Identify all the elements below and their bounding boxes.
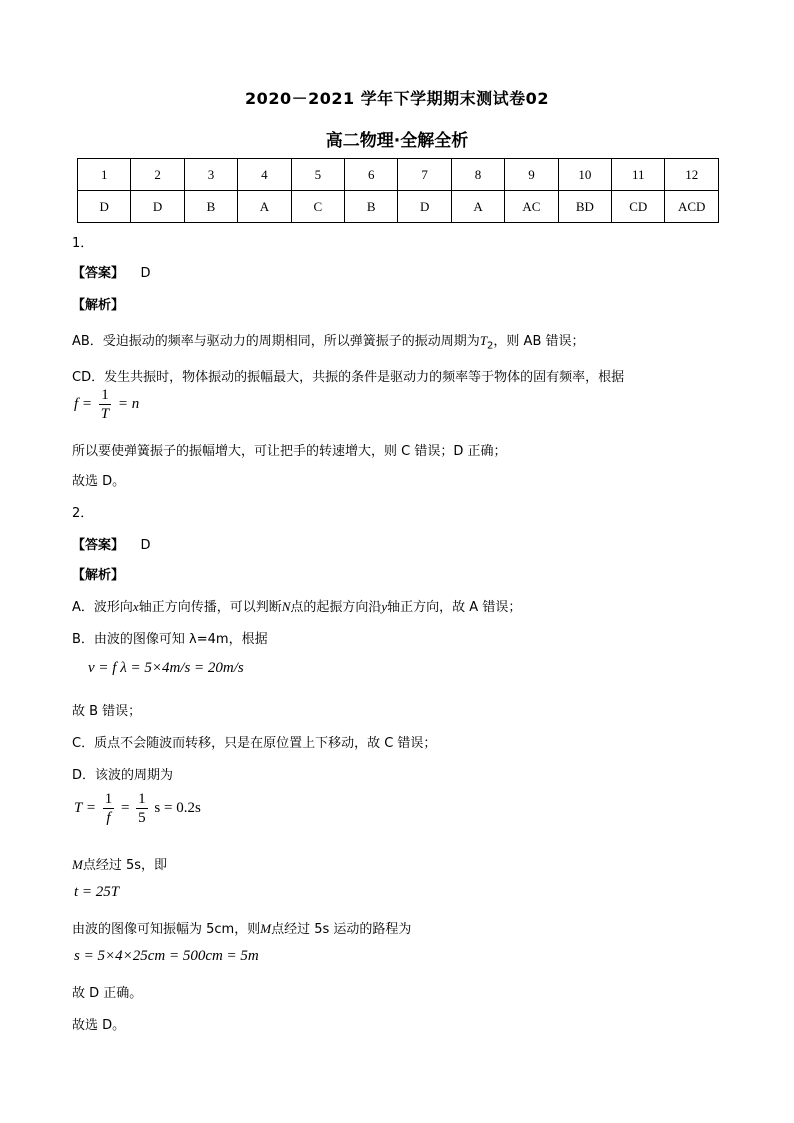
- q1-answer-line: [72, 262, 151, 281]
- q2-answer: D: [140, 538, 151, 553]
- answer-cell: D: [131, 191, 184, 223]
- question-number: 11: [612, 159, 665, 191]
- q1-ab-var: T: [479, 333, 488, 348]
- answer-key-table: [77, 158, 719, 223]
- eq-lhs: f =: [74, 395, 93, 412]
- answer-cell: BD: [558, 191, 611, 223]
- q1-answer: D: [140, 266, 151, 281]
- eq-lhs: T =: [74, 799, 96, 816]
- answer-cell: C: [291, 191, 344, 223]
- answer-cell: D: [78, 191, 131, 223]
- exam-title: 2020－2021 学年下学期期末测试卷02: [245, 89, 549, 108]
- eq-equals: =: [120, 799, 130, 816]
- q2-number: 2．: [72, 506, 94, 521]
- answer-row: [78, 191, 719, 223]
- q2-t25-equation: t = 25T: [74, 884, 120, 900]
- answer-cell: B: [184, 191, 237, 223]
- q2-a-var-x: x: [132, 599, 139, 614]
- q1-ab-sub: 2: [487, 340, 494, 352]
- q2-c-line: C．质点不会随波而转移，只是在原位置上下移动，故 C 错误；: [72, 736, 437, 751]
- q2-a-text: A．波形向: [72, 600, 133, 615]
- q2-d-conclusion: 故 D 正确。: [72, 986, 143, 1001]
- q2-m-line: [72, 854, 167, 873]
- q2-a-text: 轴正方向，故 A 错误；: [387, 600, 522, 615]
- fraction: [136, 790, 148, 827]
- question-number: 10: [558, 159, 611, 191]
- answer-cell: A: [451, 191, 504, 223]
- q2-distance-equation: s = 5×4×25cm = 500cm = 5m: [74, 948, 259, 964]
- fraction-denominator: f: [106, 810, 111, 826]
- q2-answer-line: [72, 534, 151, 553]
- q2-amp-text: 点经过 5s 运动的路程为: [271, 922, 412, 937]
- q2-m-text: 点经过 5s，即: [82, 858, 168, 873]
- q2-m-var: M: [72, 857, 83, 872]
- q2-amp-text: 由波的图像可知振幅为 5cm，则: [72, 922, 261, 937]
- q2-a-line: [72, 596, 521, 615]
- q2-period-equation: [74, 790, 201, 827]
- q2-b-line: B．由波的图像可知 λ=4m，根据: [72, 632, 268, 647]
- q1-ab-line: [72, 330, 585, 352]
- fraction: [99, 386, 111, 423]
- fraction-numerator: 1: [138, 791, 146, 807]
- q2-choice: 故选 D。: [72, 1018, 126, 1033]
- q2-d-line: D．该波的周期为: [72, 768, 174, 783]
- question-number: 9: [505, 159, 558, 191]
- question-number: 3: [184, 159, 237, 191]
- q1-choice: 故选 D。: [72, 474, 126, 489]
- question-number: 5: [291, 159, 344, 191]
- q2-velocity-equation: v = f λ = 5×4m/s = 20m/s: [88, 660, 244, 676]
- fraction-denominator: T: [100, 406, 110, 422]
- q1-equation: [74, 386, 139, 423]
- q2-amp-var: M: [260, 921, 272, 936]
- q1-ab-post: ，则 AB 错误；: [493, 334, 585, 349]
- answer-label: 【答案】: [72, 266, 125, 281]
- q2-a-text: 点的起振方向沿: [290, 600, 382, 615]
- question-number-row: [78, 159, 719, 191]
- question-number: 1: [78, 159, 131, 191]
- q1-conclusion: 所以要使弹簧振子的振幅增大，可让把手的转速增大，则 C 错误；D 正确；: [72, 444, 507, 459]
- q2-a-var-y: y: [381, 599, 388, 614]
- q2-analysis-label: 【解析】: [72, 568, 125, 583]
- answer-label: 【答案】: [72, 538, 125, 553]
- answer-cell: AC: [505, 191, 558, 223]
- question-number: 4: [238, 159, 291, 191]
- question-number: 8: [451, 159, 504, 191]
- question-number: 7: [398, 159, 451, 191]
- fraction-numerator: 1: [104, 791, 113, 807]
- exam-subtitle: 高二物理·全解全析: [325, 131, 469, 151]
- fraction-numerator: 1: [99, 386, 111, 405]
- answer-cell: ACD: [665, 191, 719, 223]
- question-number: 12: [665, 159, 719, 191]
- question-number: 6: [345, 159, 398, 191]
- eq-rhs: s = 0.2s: [154, 799, 201, 816]
- q2-a-text: 轴正方向传播，可以判断: [138, 600, 282, 615]
- q1-number: 1．: [72, 236, 94, 251]
- answer-cell: D: [398, 191, 451, 223]
- fraction-denominator: 5: [138, 810, 146, 826]
- q1-ab-text: AB．受迫振动的频率与驱动力的周期相同，所以弹簧振子的振动周期为: [72, 334, 480, 349]
- answer-cell: CD: [612, 191, 665, 223]
- q2-b-conclusion: 故 B 错误；: [72, 704, 142, 719]
- q1-cd-line: CD．发生共振时，物体振动的振幅最大，共振的条件是驱动力的频率等于物体的固有频率，根据: [72, 370, 625, 385]
- question-number: 2: [131, 159, 184, 191]
- eq-rhs: = n: [117, 395, 140, 412]
- fraction: [103, 790, 115, 827]
- q2-amp-line: [72, 918, 411, 937]
- q1-analysis-label: 【解析】: [72, 298, 125, 313]
- q2-a-var-n: N: [281, 599, 291, 614]
- answer-cell: B: [345, 191, 398, 223]
- answer-cell: A: [238, 191, 291, 223]
